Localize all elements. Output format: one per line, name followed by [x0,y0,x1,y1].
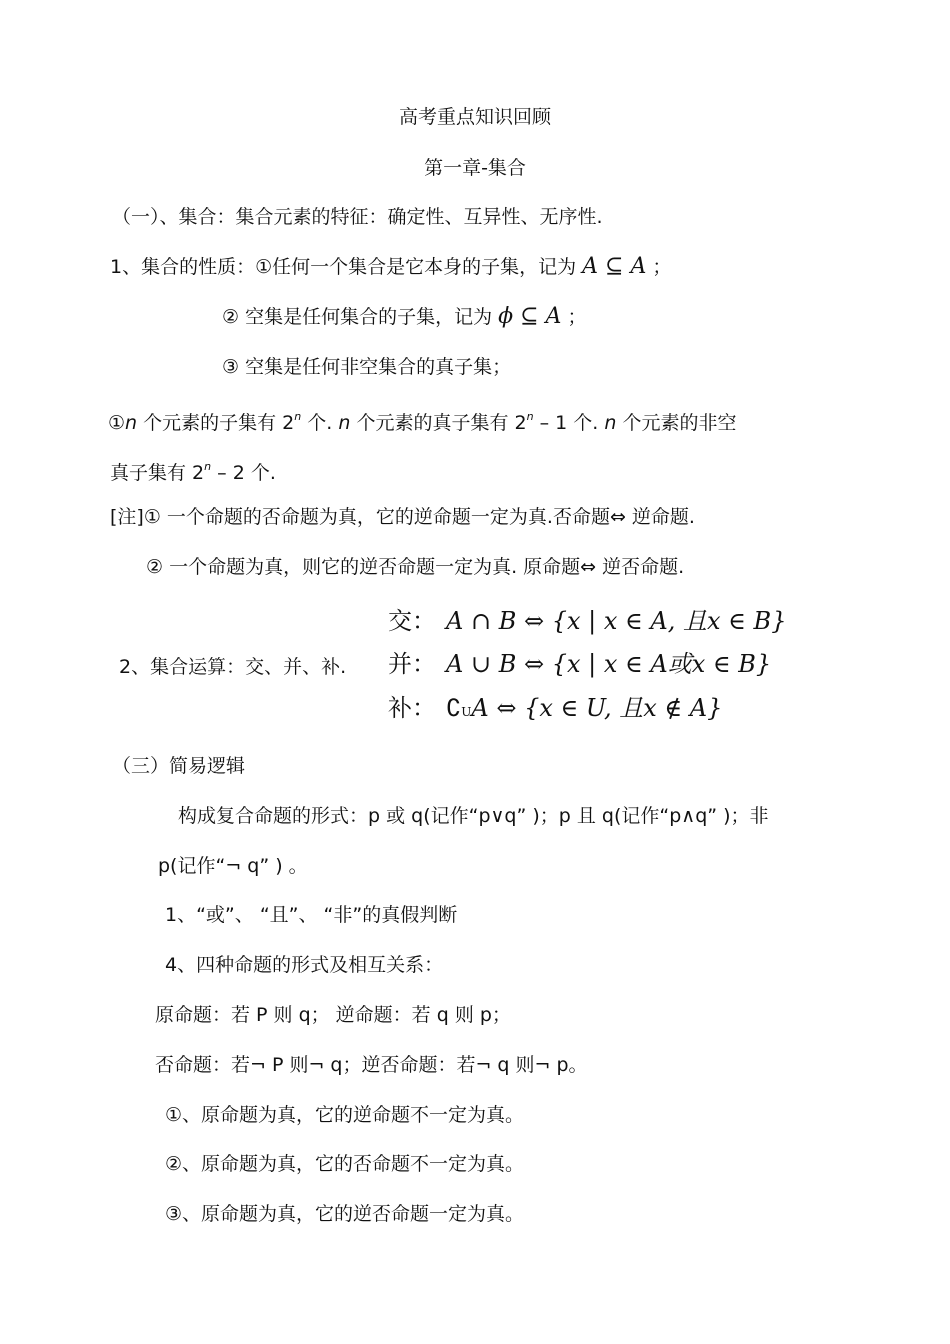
count-exponent-3: n [204,460,212,473]
count-part-3: 个. [301,412,339,434]
subset-count-line-2 [110,454,276,486]
count-n1: n [125,412,138,434]
complement-expr: A ⇔ {x ∈ U, 且x ∉ A} [471,694,723,722]
note-1: [注]① 一个命题的否命题为真，它的逆命题一定为真.否命题⇔ 逆命题. [110,506,695,528]
property-2-expr: ϕ ⊆ A [498,304,562,329]
count-part-4: 个元素的真子集有 2 [350,412,527,434]
logic-section-title: （三）简易逻辑 [112,755,246,777]
property-1-end: ； [652,256,672,278]
proposition-forms-2: 否命题：若¬ P 则¬ q；逆否命题：若¬ q 则¬ p。 [155,1054,588,1076]
chapter-title: 第一章-集合 [424,157,526,179]
union-expr: A ∪ B ⇔ {x | x ∈ A或x ∈ B} [446,650,772,678]
proposition-forms-1: 原命题：若 P 则 q； 逆命题：若 q 则 p； [155,1004,511,1026]
property-1-expr: A ⊆ A [582,254,647,279]
four-propositions: 4、四种命题的形式及相互关系： [165,954,444,976]
property-1-text: 1、集合的性质：①任何一个集合是它本身的子集，记为 [110,256,577,278]
intersection-label: 交： [388,607,436,635]
intersection-expr: A ∩ B ⇔ {x | x ∈ A, 且x ∈ B} [446,607,787,635]
note-2: ② 一个命题为真，则它的逆否命题一定为真. 原命题⇔ 逆否命题. [146,556,685,578]
count-part-2: 个元素的子集有 2 [137,412,295,434]
intersection-formula [388,606,786,636]
count-exponent-1: n [294,410,302,423]
count-exponent-2: n [526,410,534,423]
compound-forms-1: 构成复合命题的形式：p 或 q(记作“p∨q” )；p 且 q(记作“p∧q” )；非 [178,805,769,827]
property-3: ③ 空集是任何非空集合的真子集； [222,356,512,378]
union-formula [388,649,771,679]
property-1 [110,254,671,280]
complement-formula [388,693,722,727]
count-part-6: 个元素的非空 [616,412,737,434]
count-line2-b: – 2 个. [211,462,276,484]
complement-label: 补： [388,694,436,722]
count-part-5: – 1 个. [533,412,605,434]
relation-2: ②、原命题为真，它的否命题不一定为真。 [165,1153,525,1175]
complement-symbol: ∁ [446,694,462,722]
count-n3: n [604,412,617,434]
relation-3: ③、原命题为真，它的逆否命题一定为真。 [165,1203,525,1225]
compound-forms-2: p(记作“¬ q” ) 。 [158,855,308,877]
relation-1: ①、原命题为真，它的逆命题不一定为真。 [165,1104,525,1126]
property-2-end: ； [567,306,587,328]
count-marker: ① [108,412,126,434]
property-2-text: ② 空集是任何集合的子集，记为 [222,306,493,328]
count-n2: n [338,412,351,434]
set-features: （一）、集合：集合元素的特征：确定性、互异性、无序性. [112,206,603,228]
union-label: 并： [388,650,436,678]
set-operations-label: 2、集合运算：交、并、补. [119,656,347,678]
page-title: 高考重点知识回顾 [398,106,551,128]
property-2 [222,304,587,330]
complement-universe: U [461,705,472,719]
truth-judgement: 1、“或”、 “且”、 “非”的真假判断 [165,904,458,926]
count-line2-a: 真子集有 2 [110,462,205,484]
subset-count-line-1 [108,404,736,436]
